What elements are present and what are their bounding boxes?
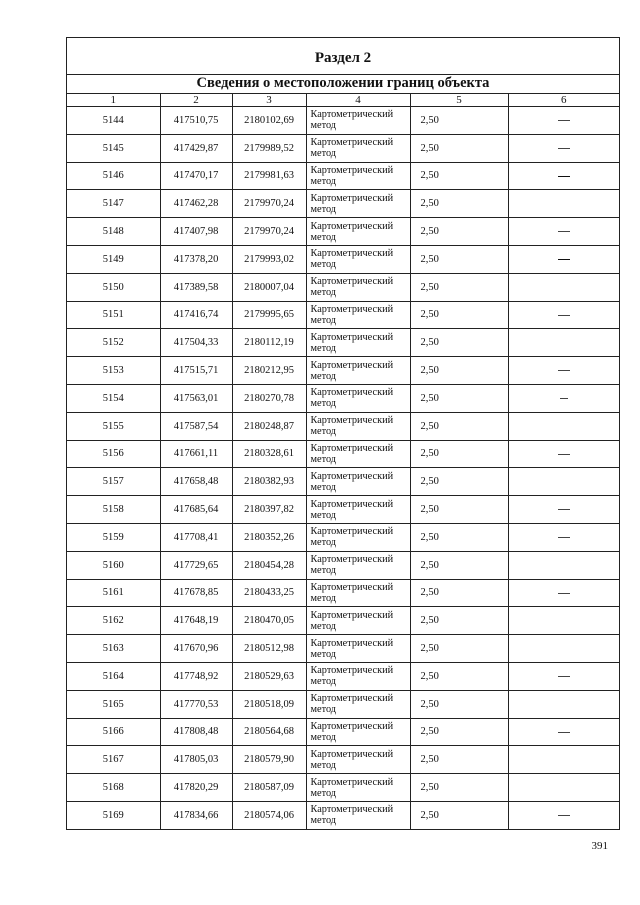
point-number-cell: 5153 xyxy=(67,357,160,385)
method-cell: Картометрический метод xyxy=(306,134,410,162)
table-row xyxy=(67,801,619,829)
x-coordinate-cell: 417462,28 xyxy=(160,190,232,218)
dash-mark xyxy=(558,676,570,677)
method-cell: Картометрический метод xyxy=(306,190,410,218)
table-row xyxy=(67,273,619,301)
x-coordinate-cell: 417504,33 xyxy=(160,329,232,357)
accuracy-cell: 2,50 xyxy=(410,384,508,412)
accuracy-cell: 2,50 xyxy=(410,718,508,746)
method-cell: Картометрический метод xyxy=(306,218,410,246)
y-coordinate-cell: 2180112,19 xyxy=(232,329,306,357)
point-number-cell: 5152 xyxy=(67,329,160,357)
note-cell xyxy=(508,635,619,663)
y-coordinate-cell: 2180574,06 xyxy=(232,801,306,829)
y-coordinate-cell: 2180564,68 xyxy=(232,718,306,746)
method-cell: Картометрический метод xyxy=(306,690,410,718)
accuracy-cell: 2,50 xyxy=(410,635,508,663)
method-cell: Картометрический метод xyxy=(306,607,410,635)
dash-mark xyxy=(558,815,570,816)
dash-mark xyxy=(558,120,570,121)
y-coordinate-cell: 2180470,05 xyxy=(232,607,306,635)
column-header: 6 xyxy=(508,94,619,107)
accuracy-cell: 2,50 xyxy=(410,162,508,190)
table-row xyxy=(67,245,619,273)
method-cell: Картометрический метод xyxy=(306,273,410,301)
table-row xyxy=(67,690,619,718)
accuracy-cell: 2,50 xyxy=(410,662,508,690)
accuracy-cell: 2,50 xyxy=(410,579,508,607)
note-cell xyxy=(508,774,619,802)
method-cell: Картометрический метод xyxy=(306,635,410,663)
x-coordinate-cell: 417510,75 xyxy=(160,107,232,135)
note-cell xyxy=(508,607,619,635)
method-cell: Картометрический метод xyxy=(306,718,410,746)
note-cell xyxy=(508,107,619,135)
page-number: 391 xyxy=(591,840,608,852)
x-coordinate-cell: 417808,48 xyxy=(160,718,232,746)
x-coordinate-cell: 417648,19 xyxy=(160,607,232,635)
point-number-cell: 5162 xyxy=(67,607,160,635)
column-header: 5 xyxy=(410,94,508,107)
note-cell xyxy=(508,579,619,607)
y-coordinate-cell: 2180270,78 xyxy=(232,384,306,412)
point-number-cell: 5158 xyxy=(67,496,160,524)
y-coordinate-cell: 2180454,28 xyxy=(232,551,306,579)
y-coordinate-cell: 2180579,90 xyxy=(232,746,306,774)
dash-mark xyxy=(558,509,570,510)
x-coordinate-cell: 417820,29 xyxy=(160,774,232,802)
y-coordinate-cell: 2180587,09 xyxy=(232,774,306,802)
y-coordinate-cell: 2179995,65 xyxy=(232,301,306,329)
y-coordinate-cell: 2179970,24 xyxy=(232,218,306,246)
table-row xyxy=(67,190,619,218)
method-cell: Картометрический метод xyxy=(306,357,410,385)
accuracy-cell: 2,50 xyxy=(410,357,508,385)
accuracy-cell: 2,50 xyxy=(410,245,508,273)
boundary-points-table xyxy=(67,94,619,830)
point-number-cell: 5146 xyxy=(67,162,160,190)
note-cell xyxy=(508,190,619,218)
section-title: Раздел 2 xyxy=(67,38,619,75)
method-cell: Картометрический метод xyxy=(306,162,410,190)
method-cell: Картометрический метод xyxy=(306,662,410,690)
table-row xyxy=(67,218,619,246)
accuracy-cell: 2,50 xyxy=(410,440,508,468)
dash-mark xyxy=(558,231,570,232)
note-cell xyxy=(508,245,619,273)
y-coordinate-cell: 2179993,02 xyxy=(232,245,306,273)
x-coordinate-cell: 417378,20 xyxy=(160,245,232,273)
x-coordinate-cell: 417416,74 xyxy=(160,301,232,329)
point-number-cell: 5168 xyxy=(67,774,160,802)
accuracy-cell: 2,50 xyxy=(410,273,508,301)
method-cell: Картометрический метод xyxy=(306,412,410,440)
y-coordinate-cell: 2180248,87 xyxy=(232,412,306,440)
method-cell: Картометрический метод xyxy=(306,301,410,329)
method-cell: Картометрический метод xyxy=(306,384,410,412)
point-number-cell: 5167 xyxy=(67,746,160,774)
dash-mark xyxy=(558,259,570,260)
point-number-cell: 5160 xyxy=(67,551,160,579)
note-cell xyxy=(508,162,619,190)
table-row xyxy=(67,162,619,190)
accuracy-cell: 2,50 xyxy=(410,301,508,329)
table-row xyxy=(67,662,619,690)
x-coordinate-cell: 417563,01 xyxy=(160,384,232,412)
point-number-cell: 5149 xyxy=(67,245,160,273)
note-cell xyxy=(508,496,619,524)
method-cell: Картометрический метод xyxy=(306,551,410,579)
x-coordinate-cell: 417389,58 xyxy=(160,273,232,301)
point-number-cell: 5157 xyxy=(67,468,160,496)
note-cell xyxy=(508,440,619,468)
x-coordinate-cell: 417661,11 xyxy=(160,440,232,468)
note-cell xyxy=(508,301,619,329)
x-coordinate-cell: 417515,71 xyxy=(160,357,232,385)
table-row xyxy=(67,440,619,468)
accuracy-cell: 2,50 xyxy=(410,690,508,718)
accuracy-cell: 2,50 xyxy=(410,607,508,635)
point-number-cell: 5150 xyxy=(67,273,160,301)
x-coordinate-cell: 417678,85 xyxy=(160,579,232,607)
y-coordinate-cell: 2180007,04 xyxy=(232,273,306,301)
point-number-cell: 5151 xyxy=(67,301,160,329)
dash-mark xyxy=(558,593,570,594)
accuracy-cell: 2,50 xyxy=(410,523,508,551)
x-coordinate-cell: 417729,65 xyxy=(160,551,232,579)
document-sheet xyxy=(66,37,620,830)
table-row xyxy=(67,107,619,135)
note-cell xyxy=(508,412,619,440)
y-coordinate-cell: 2179989,52 xyxy=(232,134,306,162)
table-row xyxy=(67,329,619,357)
point-number-cell: 5155 xyxy=(67,412,160,440)
table-row xyxy=(67,746,619,774)
accuracy-cell: 2,50 xyxy=(410,134,508,162)
column-header: 3 xyxy=(232,94,306,107)
method-cell: Картометрический метод xyxy=(306,496,410,524)
table-row xyxy=(67,551,619,579)
accuracy-cell: 2,50 xyxy=(410,496,508,524)
accuracy-cell: 2,50 xyxy=(410,107,508,135)
point-number-cell: 5163 xyxy=(67,635,160,663)
note-cell xyxy=(508,468,619,496)
x-coordinate-cell: 417708,41 xyxy=(160,523,232,551)
method-cell: Картометрический метод xyxy=(306,329,410,357)
note-cell xyxy=(508,662,619,690)
point-number-cell: 5147 xyxy=(67,190,160,218)
section-subtitle: Сведения о местоположении границ объекта xyxy=(67,74,619,94)
note-cell xyxy=(508,690,619,718)
point-number-cell: 5148 xyxy=(67,218,160,246)
column-header: 4 xyxy=(306,94,410,107)
note-cell xyxy=(508,273,619,301)
x-coordinate-cell: 417805,03 xyxy=(160,746,232,774)
note-cell xyxy=(508,551,619,579)
y-coordinate-cell: 2180382,93 xyxy=(232,468,306,496)
table-row xyxy=(67,134,619,162)
table-row xyxy=(67,496,619,524)
accuracy-cell: 2,50 xyxy=(410,774,508,802)
x-coordinate-cell: 417834,66 xyxy=(160,801,232,829)
y-coordinate-cell: 2180328,61 xyxy=(232,440,306,468)
x-coordinate-cell: 417470,17 xyxy=(160,162,232,190)
table-row xyxy=(67,718,619,746)
method-cell: Картометрический метод xyxy=(306,523,410,551)
x-coordinate-cell: 417670,96 xyxy=(160,635,232,663)
note-cell xyxy=(508,218,619,246)
point-number-cell: 5166 xyxy=(67,718,160,746)
note-cell xyxy=(508,746,619,774)
y-coordinate-cell: 2180512,98 xyxy=(232,635,306,663)
accuracy-cell: 2,50 xyxy=(410,468,508,496)
note-cell xyxy=(508,357,619,385)
table-row xyxy=(67,301,619,329)
x-coordinate-cell: 417770,53 xyxy=(160,690,232,718)
dash-mark xyxy=(558,537,570,538)
y-coordinate-cell: 2179970,24 xyxy=(232,190,306,218)
table-row xyxy=(67,412,619,440)
method-cell: Картометрический метод xyxy=(306,774,410,802)
method-cell: Картометрический метод xyxy=(306,746,410,774)
x-coordinate-cell: 417658,48 xyxy=(160,468,232,496)
table-header-row xyxy=(67,94,619,107)
column-header: 1 xyxy=(67,94,160,107)
note-cell xyxy=(508,384,619,412)
point-number-cell: 5165 xyxy=(67,690,160,718)
method-cell: Картометрический метод xyxy=(306,579,410,607)
note-cell xyxy=(508,718,619,746)
method-cell: Картометрический метод xyxy=(306,245,410,273)
method-cell: Картометрический метод xyxy=(306,440,410,468)
accuracy-cell: 2,50 xyxy=(410,329,508,357)
x-coordinate-cell: 417587,54 xyxy=(160,412,232,440)
table-row xyxy=(67,635,619,663)
accuracy-cell: 2,50 xyxy=(410,746,508,774)
column-header: 2 xyxy=(160,94,232,107)
point-number-cell: 5144 xyxy=(67,107,160,135)
table-row xyxy=(67,468,619,496)
x-coordinate-cell: 417748,92 xyxy=(160,662,232,690)
accuracy-cell: 2,50 xyxy=(410,551,508,579)
y-coordinate-cell: 2180352,26 xyxy=(232,523,306,551)
accuracy-cell: 2,50 xyxy=(410,218,508,246)
table-row xyxy=(67,384,619,412)
method-cell: Картометрический метод xyxy=(306,468,410,496)
y-coordinate-cell: 2180102,69 xyxy=(232,107,306,135)
dash-mark xyxy=(558,370,570,371)
dash-mark xyxy=(558,176,570,177)
y-coordinate-cell: 2179981,63 xyxy=(232,162,306,190)
point-number-cell: 5154 xyxy=(67,384,160,412)
y-coordinate-cell: 2180397,82 xyxy=(232,496,306,524)
y-coordinate-cell: 2180433,25 xyxy=(232,579,306,607)
dash-mark xyxy=(560,398,568,399)
note-cell xyxy=(508,523,619,551)
table-row xyxy=(67,579,619,607)
dash-mark xyxy=(558,454,570,455)
accuracy-cell: 2,50 xyxy=(410,412,508,440)
y-coordinate-cell: 2180518,09 xyxy=(232,690,306,718)
x-coordinate-cell: 417685,64 xyxy=(160,496,232,524)
note-cell xyxy=(508,329,619,357)
accuracy-cell: 2,50 xyxy=(410,190,508,218)
dash-mark xyxy=(558,315,570,316)
dash-mark xyxy=(558,148,570,149)
dash-mark xyxy=(558,732,570,733)
y-coordinate-cell: 2180529,63 xyxy=(232,662,306,690)
method-cell: Картометрический метод xyxy=(306,801,410,829)
x-coordinate-cell: 417429,87 xyxy=(160,134,232,162)
point-number-cell: 5145 xyxy=(67,134,160,162)
accuracy-cell: 2,50 xyxy=(410,801,508,829)
point-number-cell: 5159 xyxy=(67,523,160,551)
table-row xyxy=(67,523,619,551)
x-coordinate-cell: 417407,98 xyxy=(160,218,232,246)
method-cell: Картометрический метод xyxy=(306,107,410,135)
note-cell xyxy=(508,801,619,829)
point-number-cell: 5164 xyxy=(67,662,160,690)
table-row xyxy=(67,607,619,635)
point-number-cell: 5169 xyxy=(67,801,160,829)
table-row xyxy=(67,774,619,802)
note-cell xyxy=(508,134,619,162)
y-coordinate-cell: 2180212,95 xyxy=(232,357,306,385)
table-row xyxy=(67,357,619,385)
point-number-cell: 5156 xyxy=(67,440,160,468)
point-number-cell: 5161 xyxy=(67,579,160,607)
